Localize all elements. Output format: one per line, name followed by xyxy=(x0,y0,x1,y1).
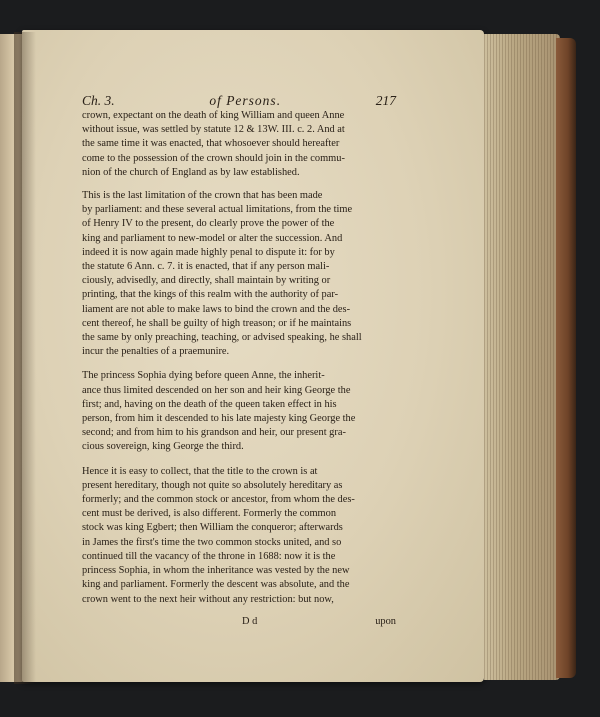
paragraph-4: Hence it is easy to collect, that the title to the crown is at present hereditary, though not quite so absolutely hereditary as formerly; and the common stock or ancestor, from whom the des- cent must be derived, is also different. Formerly the common stock was king Egbert; then William the conqueror; afterwards in James the first's time the two common stocks united, and so continued till the vacancy of the throne in 1688: now it is the princess Sophia, in whom the inheritance was vested by the new king and parliament. Formerly the descent was absolute, and the crown went to the next heir without any restriction: but now, xyxy=(82,465,355,605)
paragraph-3: The princess Sophia dying before queen Anne, the inherit- ance thus limited descended on her son and heir king George the first; and, having on the death of the queen taken effect in his person, from him it descended to his late majesty king George the second; and from him to his grandson and heir, our present gra- cious sovereign, king George the third. xyxy=(82,370,356,453)
running-header xyxy=(82,93,396,109)
catchword: upon xyxy=(375,615,396,627)
page-number: 217 xyxy=(375,93,396,108)
cover-edge xyxy=(556,38,576,678)
signature-mark: D d xyxy=(242,615,258,627)
chapter-label: Ch. 3. xyxy=(82,93,115,108)
running-title: of Persons. xyxy=(209,93,282,108)
page-fore-edge xyxy=(484,34,560,680)
paragraph-2: This is the last limitation of the crown that has been made by parliament: and these several actual limitations, from the time of Henry IV to the present, do clearly prove the power of the king and parliament to new-model or alter the succession. And indeed it is now again made highly penal to dispute it: for by the statute 6 Ann. c. 7. it is enacted, that if any person mali- ciously, advisedly, and directly, shall maintain by writing or printing, that the kings of this realm with the authority of par- liament are not able to make laws to bind the crown and the des- cent thereof, he shall be guilty of high treason; or if he maintains the same by only preaching, teaching, or advised speaking, he shall incur the penalties of a praemunire. xyxy=(82,190,362,358)
page-text-block xyxy=(82,93,396,629)
gutter-shadow xyxy=(14,32,36,684)
page-footer xyxy=(82,615,396,629)
paragraph-1: crown, expectant on the death of king William and queen Anne without issue, was settled by statute 12 & 13W. III. c. 2. And at the same time it was enacted, that whosoever should hereafter come to the possession of the crown should join in the commu- nion of the church of England as by law established. xyxy=(82,110,345,178)
